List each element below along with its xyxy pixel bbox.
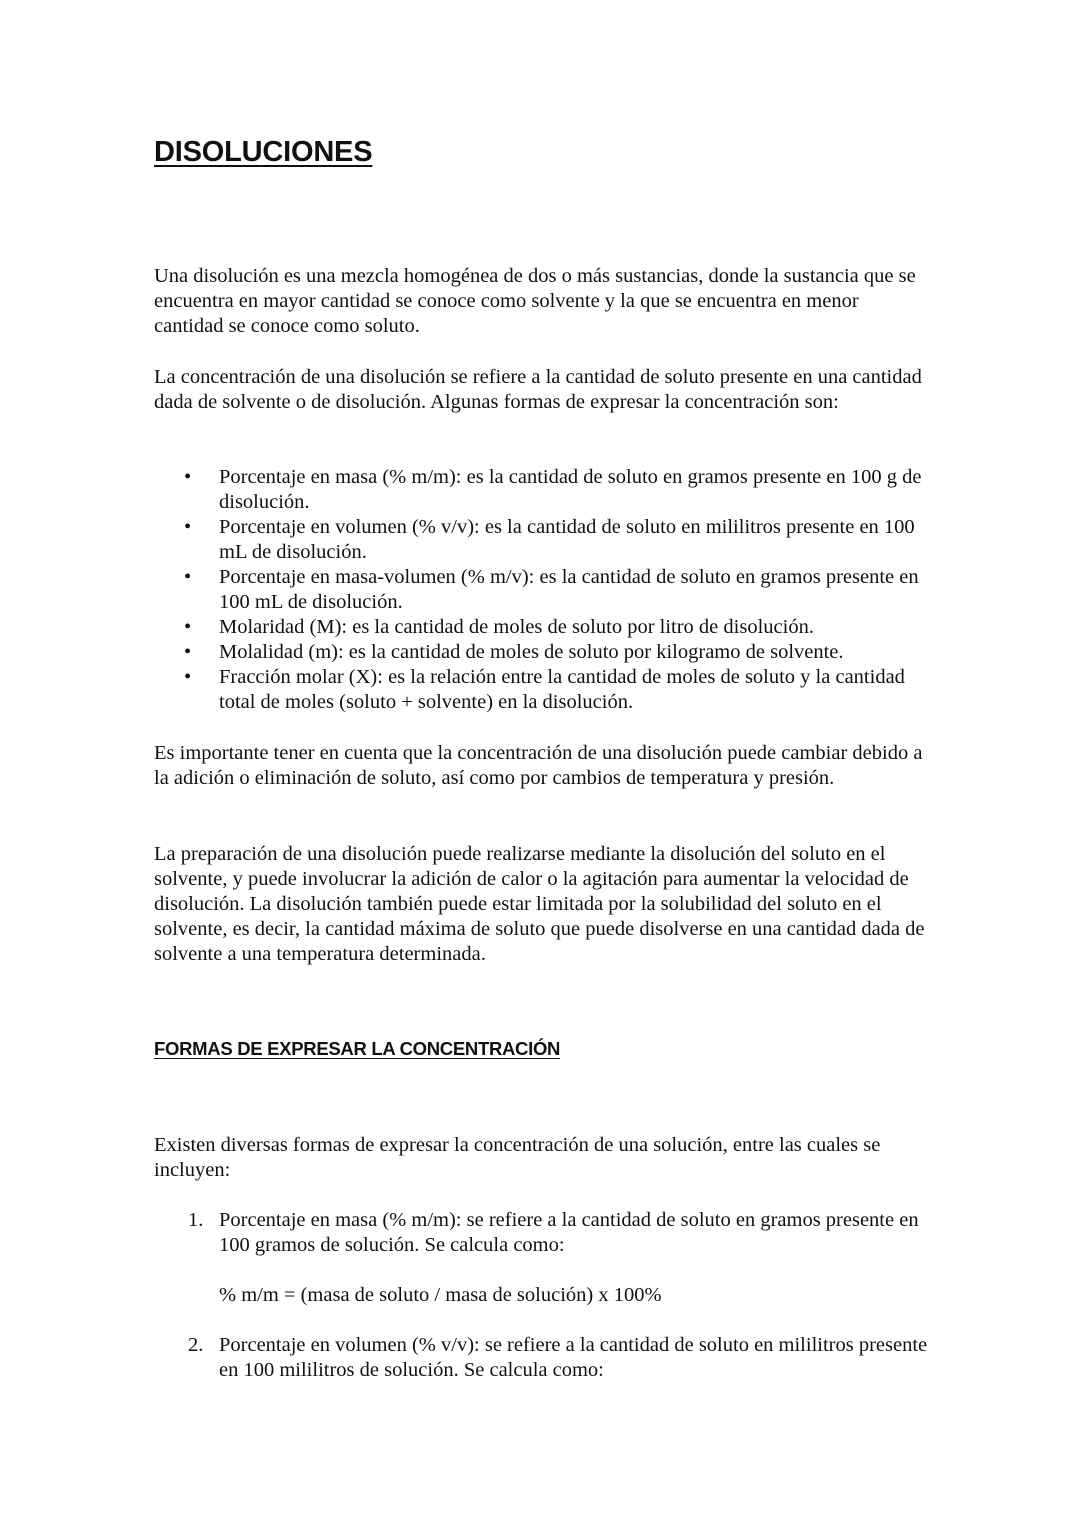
item-number: 1. (188, 1209, 204, 1231)
numbered-formula-list (154, 1208, 929, 1383)
item-text: Porcentaje en volumen (% v/v): se refiere a la cantidad de soluto en mililitros presente en 100 mililitros de solución. Se calcula como: (219, 1334, 928, 1381)
item-number: 2. (188, 1334, 204, 1356)
numbered-item-1 (154, 1208, 929, 1308)
bullet-item-volume-percent: • Porcentaje en volumen (% v/v): es la cantidad de soluto en mililitros presente en 100 mL de disolución. (154, 515, 929, 565)
bullet-item-mass-volume-percent: • Porcentaje en masa-volumen (% m/v): es la cantidad de soluto en gramos presente en 100 mL de disolución. (154, 565, 929, 615)
bullet-item-molarity: • Molaridad (M): es la cantidad de moles de soluto por litro de disolución. (154, 615, 929, 640)
intro-paragraph-2: La concentración de una disolución se refiere a la cantidad de soluto presente en una cantidad dada de solvente o de disolución. Algunas formas de expresar la concentración son: (154, 366, 922, 413)
document-title: DISOLUCIONES (154, 136, 373, 168)
intro-paragraph-1: Una disolución es una mezcla homogénea de dos o más sustancias, donde la sustancia que se encuentra en mayor cantidad se conoce como solvente y la que se encuentra en menor cantidad se conoce como soluto. (154, 265, 916, 337)
concentration-bullet-list (154, 465, 929, 715)
numbered-item-2 (154, 1333, 929, 1383)
formula-mass-percent: % m/m = (masa de soluto / masa de solución) x 100% (219, 1284, 662, 1306)
bullet-item-mass-percent: • Porcentaje en masa (% m/m): es la cantidad de soluto en gramos presente en 100 g de disolución. (154, 465, 929, 515)
bullet-item-molality: • Molalidad (m): es la cantidad de moles de soluto por kilogramo de solvente. (154, 640, 929, 665)
section-intro-paragraph: Existen diversas formas de expresar la concentración de una solución, entre las cuales se incluyen: (154, 1134, 881, 1181)
item-text: Porcentaje en masa (% m/m): se refiere a la cantidad de soluto en gramos presente en 100 gramos de solución. Se calcula como: (219, 1209, 919, 1256)
section-heading-formas: FORMAS DE EXPRESAR LA CONCENTRACIÓN (154, 1038, 561, 1059)
paragraph-concentration-changes: Es importante tener en cuenta que la concentración de una disolución puede cambiar debido a la adición o eliminación de soluto, así como por cambios de temperatura y presión. (154, 742, 923, 789)
bullet-item-mole-fraction: • Fracción molar (X): es la relación entre la cantidad de moles de soluto y la cantidad total de moles (soluto + solvente) en la disolución. (154, 665, 929, 715)
paragraph-preparation: La preparación de una disolución puede realizarse mediante la disolución del soluto en el solvente, y puede involucrar la adición de calor o la agitación para aumentar la velocidad de disolución. La disolución también puede estar limitada por la solubilidad del soluto en el solvente, es decir, la cantidad máxima de soluto que puede disolverse en una cantidad dada de solvente a una temperatura determinada. (154, 843, 925, 965)
